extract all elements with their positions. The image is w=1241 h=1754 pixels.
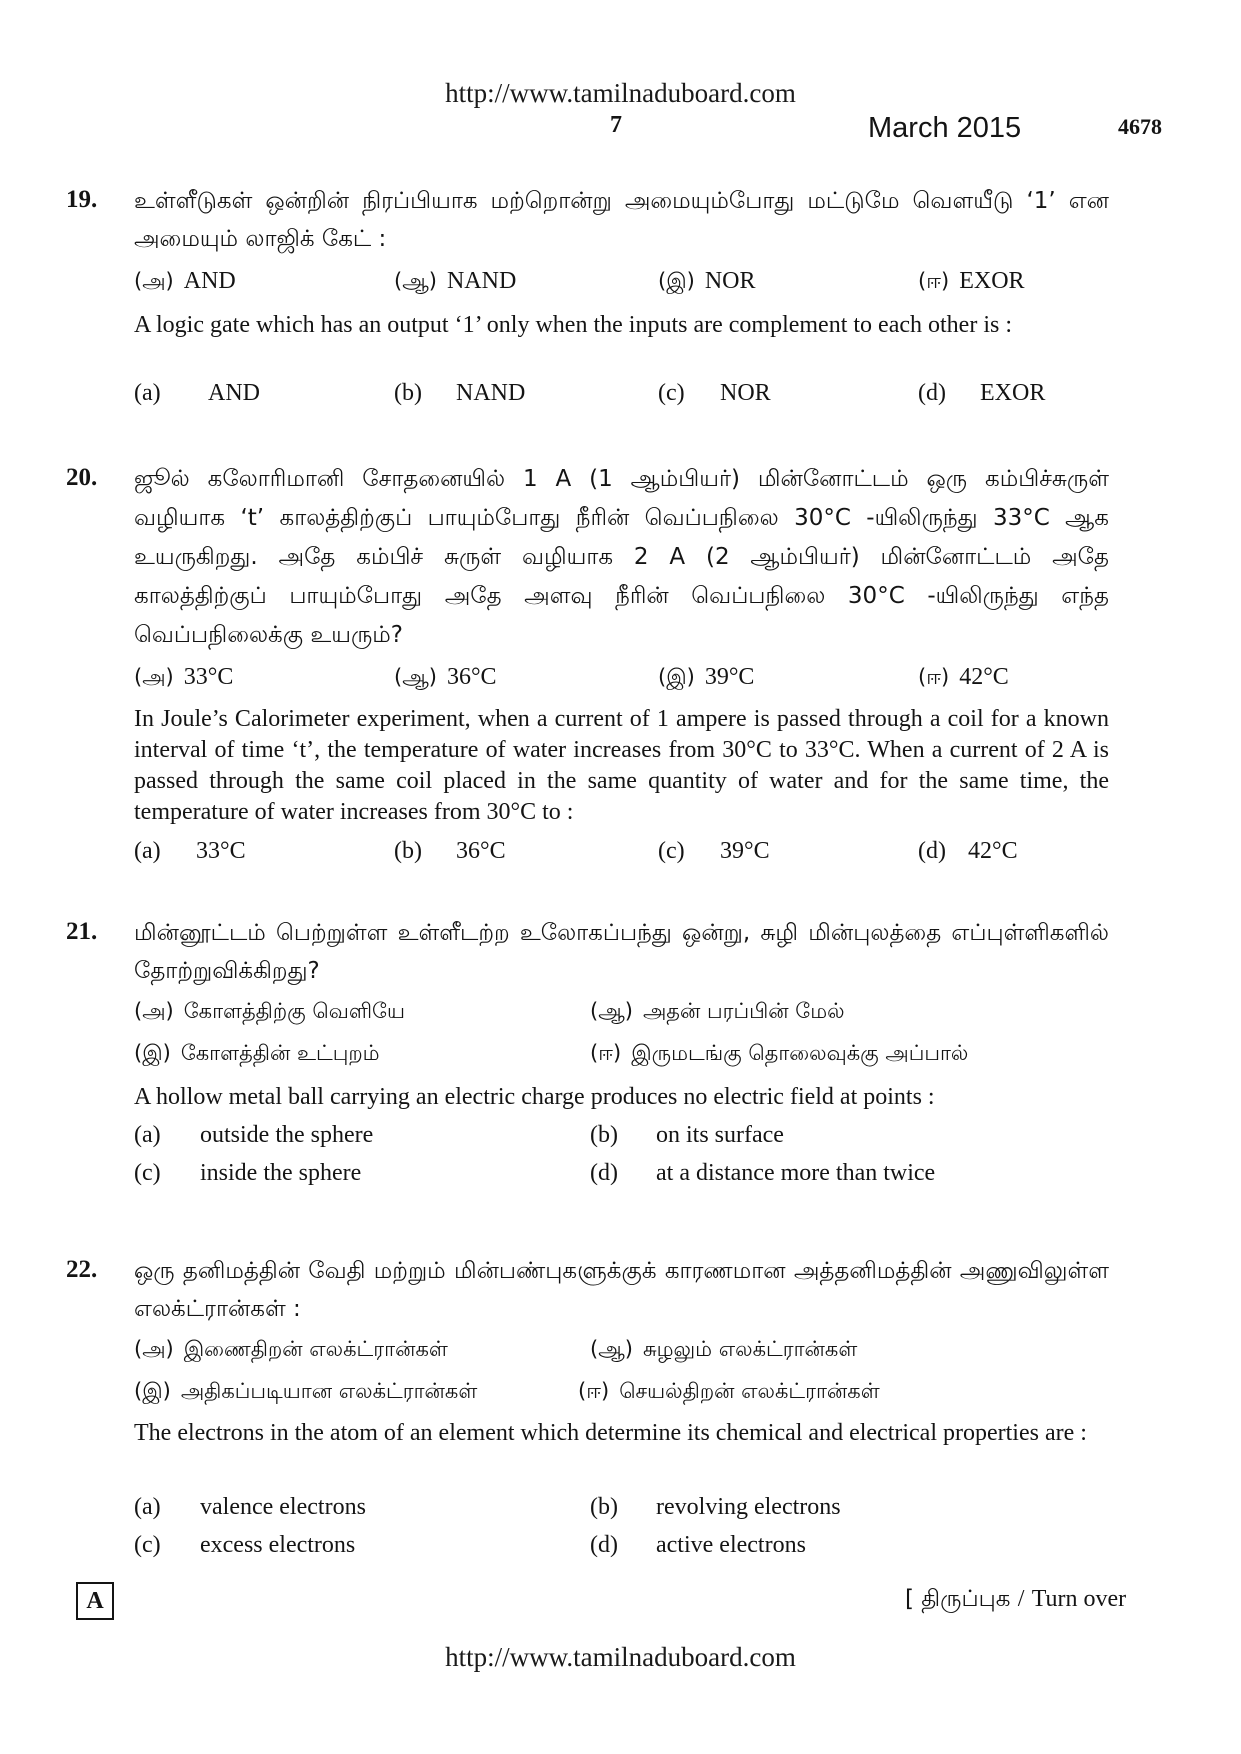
english-options-row-2 xyxy=(134,1160,1114,1196)
question-text-english: The electrons in the atom of an element which determine its chemical and electrical properties are : xyxy=(134,1420,1087,1446)
tamil-option xyxy=(578,1378,880,1406)
option-text: revolving electrons xyxy=(656,1494,841,1520)
tamil-options-row-1 xyxy=(134,998,1114,1034)
option-text: அதன் பரப்பின் மேல் xyxy=(642,999,845,1023)
question-number: 22. xyxy=(66,1256,98,1283)
option-label: (ஆ) xyxy=(590,999,633,1023)
english-options xyxy=(134,838,1114,874)
option-label: (ஆ) xyxy=(590,1337,633,1361)
question-number: 20. xyxy=(66,464,98,491)
option-label: (ஈ) xyxy=(918,269,950,293)
option-text: excess electrons xyxy=(200,1532,356,1558)
option-label: (c) xyxy=(658,838,685,864)
option-text: NOR xyxy=(704,268,756,294)
version-box: A xyxy=(76,1582,114,1620)
page-number: 7 xyxy=(610,112,622,138)
option-label: (ஈ) xyxy=(590,1041,622,1065)
tamil-option xyxy=(394,268,516,296)
tamil-options-row-1 xyxy=(134,1336,1114,1372)
tamil-options xyxy=(134,268,1114,304)
english-option xyxy=(134,1160,361,1187)
tamil-option xyxy=(590,1336,857,1364)
option-text: அதிகப்படியான எலக்ட்ரான்கள் xyxy=(180,1379,478,1403)
option-text: கோளத்திற்கு வெளியே xyxy=(183,999,405,1023)
option-text: 39°C xyxy=(704,664,755,690)
option-label: (d) xyxy=(590,1532,618,1558)
english-option xyxy=(658,838,770,865)
option-label: (அ) xyxy=(134,665,174,689)
option-label: (a) xyxy=(134,1122,161,1148)
question-number: 19. xyxy=(66,186,98,213)
option-label: (ஆ) xyxy=(394,665,437,689)
option-text: NAND xyxy=(456,380,526,406)
question-text-english: In Joule’s Calorimeter experiment, when a current of 1 ampere is passed through a coil for a known interval of time ‘t’, the temperature of water increases from 30°C to 33°C. When a current of 2 A is passed through the same coil placed in the same quantity of water and for the same time, the temperature of water increases from 30°C to : xyxy=(134,706,1109,825)
english-option xyxy=(590,1122,784,1149)
english-options-row-2 xyxy=(134,1532,1114,1568)
english-options xyxy=(134,380,1114,416)
option-text: 36°C xyxy=(456,838,506,864)
english-option xyxy=(918,838,1018,865)
english-option xyxy=(134,1532,355,1559)
option-label: (இ) xyxy=(134,1379,171,1403)
header-url[interactable]: http://www.tamilnaduboard.com xyxy=(445,78,796,108)
option-label: (இ) xyxy=(658,269,695,293)
option-label: (இ) xyxy=(134,1041,171,1065)
option-text: 42°C xyxy=(968,838,1018,864)
english-option xyxy=(134,380,260,407)
option-text: EXOR xyxy=(959,268,1025,294)
tamil-option xyxy=(134,268,236,296)
question-text-tamil: ஒரு தனிமத்தின் வேதி மற்றும் மின்பண்புகளுக்குக் காரணமான அத்தனிமத்தின் அணுவிலுள்ள எலக்ட்ரான்கள் : xyxy=(134,1258,1109,1322)
tamil-option xyxy=(658,664,754,692)
option-label: (d) xyxy=(918,838,946,864)
option-text: 33°C xyxy=(196,838,246,864)
question-number: 21. xyxy=(66,918,98,945)
question-text-english: A logic gate which has an output ‘1’ only when the inputs are complement to each other is : xyxy=(134,312,1012,338)
tamil-option xyxy=(590,1040,968,1068)
option-label: (c) xyxy=(134,1532,161,1558)
question-text-english: A hollow metal ball carrying an electric charge produces no electric field at points : xyxy=(134,1084,935,1110)
option-label: (d) xyxy=(590,1160,618,1186)
option-text: NAND xyxy=(446,268,517,294)
option-label: (இ) xyxy=(658,665,695,689)
option-text: EXOR xyxy=(980,380,1046,406)
tamil-option xyxy=(918,664,1009,692)
turn-over-tamil: திருப்புக xyxy=(921,1586,1011,1612)
turn-over-bracket: [ xyxy=(905,1586,914,1612)
tamil-options-row-2 xyxy=(134,1378,1114,1414)
option-label: (a) xyxy=(134,1494,161,1520)
tamil-options xyxy=(134,664,1114,700)
option-label: (ஆ) xyxy=(394,269,437,293)
option-text: 33°C xyxy=(183,664,234,690)
option-text: NOR xyxy=(720,380,771,406)
turn-over-english: Turn over xyxy=(1031,1586,1127,1612)
option-text: இருமடங்கு தொலைவுக்கு அப்பால் xyxy=(631,1041,969,1065)
option-label: (ஈ) xyxy=(578,1379,610,1403)
option-text: இணைதிறன் எலக்ட்ரான்கள் xyxy=(183,1337,448,1361)
option-text: 42°C xyxy=(959,664,1009,690)
option-text: 36°C xyxy=(446,664,497,690)
option-label: (a) xyxy=(134,838,161,864)
option-text: AND xyxy=(183,268,236,294)
english-option xyxy=(658,380,771,407)
option-text: சுழலும் எலக்ட்ரான்கள் xyxy=(642,1337,858,1361)
tamil-option xyxy=(134,664,233,692)
option-text: on its surface xyxy=(656,1122,784,1148)
english-option xyxy=(590,1160,935,1187)
option-text: active electrons xyxy=(656,1532,806,1558)
english-option xyxy=(134,838,246,865)
tamil-option xyxy=(134,998,405,1026)
option-label: (ஈ) xyxy=(918,665,950,689)
option-label: (b) xyxy=(394,380,422,406)
english-option xyxy=(590,1494,841,1521)
tamil-option xyxy=(394,664,497,692)
option-label: (a) xyxy=(134,380,161,406)
option-label: (c) xyxy=(134,1160,161,1186)
turn-over-separator: / xyxy=(1017,1586,1025,1612)
option-text: AND xyxy=(208,380,260,406)
tamil-option xyxy=(658,268,755,296)
option-label: (b) xyxy=(590,1122,618,1148)
english-option xyxy=(918,380,1045,407)
english-option xyxy=(134,1494,366,1521)
option-text: valence electrons xyxy=(200,1494,366,1520)
option-text: at a distance more than twice xyxy=(656,1160,936,1186)
exam-session: March 2015 xyxy=(868,112,1022,144)
tamil-option xyxy=(918,268,1025,296)
tamil-option xyxy=(134,1040,380,1068)
english-option xyxy=(394,838,506,865)
english-option xyxy=(134,1122,373,1149)
question-text-tamil: மின்னூட்டம் பெற்றுள்ள உள்ளீடற்ற உலோகப்பந்து ஒன்று, சுழி மின்புலத்தை எப்புள்ளிகளில் தோற்றுவிக்கிறது? xyxy=(134,920,1110,984)
footer-url[interactable]: http://www.tamilnaduboard.com xyxy=(445,1642,796,1672)
question-text-tamil: உள்ளீடுகள் ஒன்றின் நிரப்பியாக மற்றொன்று அமையும்போது மட்டுமே வெளயீடு ‘1’ என அமையும் லாஜிக் கேட் : xyxy=(134,188,1109,252)
option-text: inside the sphere xyxy=(200,1160,362,1186)
option-text: செயல்திறன் எலக்ட்ரான்கள் xyxy=(619,1379,880,1403)
question-text-tamil: ஜூல் கலோரிமானி சோதனையில் 1 A (1 ஆம்பியர்) மின்னோட்டம் ஒரு கம்பிச்சுருள் வழியாக ‘t’ காலத்திற்குப் பாயும்போது நீரின் வெப்பநிலை 30°C -யிலிருந்து 33°C ஆக உயருகிறது. அதே கம்பிச் சுருள் வழியாக 2 A (2 ஆம்பியர்) மின்னோட்டம் அதே காலத்திற்குப் பாயும்போது அதே அளவு நீரின் வெப்பநிலை 30°C -யிலிருந்து எந்த வெப்பநிலைக்கு உயரும்? xyxy=(134,466,1109,648)
option-label: (d) xyxy=(918,380,946,406)
english-options-row-1 xyxy=(134,1122,1114,1158)
option-label: (c) xyxy=(658,380,685,406)
paper-code: 4678 xyxy=(1118,114,1162,139)
option-label: (அ) xyxy=(134,1337,174,1361)
option-label: (b) xyxy=(590,1494,618,1520)
english-options-row-1 xyxy=(134,1494,1114,1530)
option-text: outside the sphere xyxy=(200,1122,374,1148)
option-label: (அ) xyxy=(134,999,174,1023)
option-label: (b) xyxy=(394,838,422,864)
turn-over-note xyxy=(905,1586,1126,1615)
tamil-options-row-2 xyxy=(134,1040,1114,1076)
tamil-option xyxy=(134,1336,448,1364)
option-text: கோளத்தின் உட்புறம் xyxy=(180,1041,380,1065)
english-option xyxy=(394,380,525,407)
option-text: 39°C xyxy=(720,838,770,864)
english-option xyxy=(590,1532,806,1559)
tamil-option xyxy=(590,998,845,1026)
tamil-option xyxy=(134,1378,477,1406)
option-label: (அ) xyxy=(134,269,174,293)
